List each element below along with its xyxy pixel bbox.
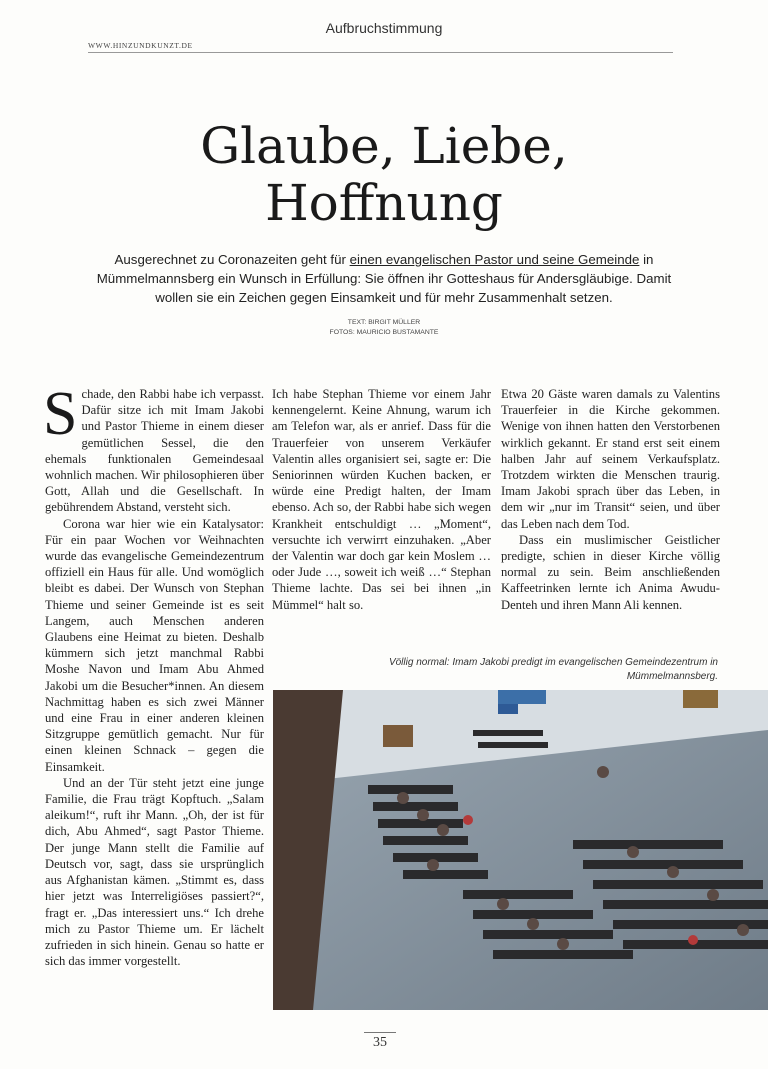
body-column-3 <box>501 386 720 613</box>
headline-line-1: Glaube, Liebe, <box>200 117 568 175</box>
body-paragraph <box>43 380 264 516</box>
footer-rule <box>364 1032 396 1033</box>
credit-text: TEXT: BIRGIT MÜLLER <box>347 319 421 326</box>
section-title: Aufbruchstimmung <box>325 20 443 36</box>
drop-cap: S <box>43 380 78 448</box>
body-column-2 <box>272 386 491 613</box>
body-paragraph: Ich habe Stephan Thieme vor einem Jahr kennengelernt. Keine Ahnung, warum ich am Telefon war, als er anrief. Dass für die Trauerfeier von unserem Verkäufer Valentin alles organisiert sei, sagte er: Die Seniorinnen würden Kuchen backen, er würde eine Predigt halten, der Imam ebenso. Ach so, der Rabbi habe sich wegen Krankheit entschuldigt … „Moment“, versuchte ich verwirrt einzuhaken. „Aber der Valentin war doch gar kein Moslem … oder Jude …, soweit ich weiß …“ Stephan Thieme lachte. Das sei bei ihnen „in Mümmel“ halt so. <box>272 387 491 612</box>
paragraph-text: chade, den Rabbi habe ich verpasst. Dafür sitze ich mit Imam Jakobi und Pastor Thieme in einem dieser gemütlichen Sessel, die den ehemals funktionalen Gemeindesaal wohnlich machen. Wir philosophieren über Gott, Allah und die Gesellschaft. In gebührendem Abstand, versteht sich. <box>45 387 264 515</box>
credits <box>0 318 768 337</box>
header-rule <box>88 52 673 53</box>
headline-line-2: Hoffnung <box>265 174 503 232</box>
headline <box>0 118 768 232</box>
page-number: 35 <box>373 1035 387 1050</box>
lead-text-1: Ausgerechnet zu Coronazeiten geht für <box>114 252 350 267</box>
body-paragraph: Dass ein muslimischer Geistlicher predigte, schien in dieser Kirche völlig normal zu sein. Beim anschließenden Kaffeetrinken lernte ich Anima Awudu-Denteh und ihren Mann Ali kennen. <box>501 532 720 612</box>
lead-text-2: in Mümmelmannsberg ein Wunsch in Erfüllung: Sie öffnen ihr Gotteshaus für Andersgläubige. Damit wollen sie ein Zeichen gegen Einsamkeit und für mehr Zusammenhalt setzen. <box>96 252 672 305</box>
body-column-1 <box>43 380 264 969</box>
church-photo <box>273 690 768 1010</box>
lead-highlight: einen evangelischen Pastor und seine Gemeinde <box>349 252 640 267</box>
body-paragraph: Und an der Tür steht jetzt eine junge Familie, die Frau trägt Kopftuch. „Salam aleikum!“, ruft ihr Mann. „Oh, der ist für dich, Abu Ahmed“, sagt Pastor Thieme. Der junge Mann stellt die Familie auf Deutsch vor, sagt, dass sie ursprünglich aus Afghanistan kämen. „Stimmt es, dass hier jetzt was Interreligiöses passiert?“, fragt er. „Das interessiert uns.“ Ich drehe mich zu Pastor Thieme um. Er lächelt zufrieden in sich hinein. Genau so hatte er sich das immer vorgestellt. <box>45 775 264 969</box>
lead-paragraph <box>88 250 680 307</box>
body-paragraph: Corona war hier wie ein Katalysator: Für ein paar Wochen vor Weihnachten wurde das evangelische Gemeindezentrum offiziell ein Haus für alle. Und womöglich bleibt es dabei. Der Wunsch von Stephan Thieme und seiner Gemeinde ist es seit Langem, auch Menschen anderen Glaubens eine Heimat zu bieten. Deshalb kümmern sich jetzt manchmal Rabbi Moshe Navon und Imam Abu Ahmed Jakobi um die Besucher*innen. An diesem Nachmittag haben es sich zwei Männer und eine Frau in einer anderen kleinen Sitzgruppe gemütlich gemacht. Nur für einen kleinen Schnack – gegen die Einsamkeit. <box>45 516 264 774</box>
site-url[interactable]: WWW.HINZUNDKUNZT.DE <box>88 41 193 50</box>
body-paragraph: Etwa 20 Gäste waren damals zu Valentins Trauerfeier in die Kirche gekommen. Wenige von ihnen hatten den Verstorbenen wirklich gekannt. Er stand erst seit einem halben Jahr auf seinem Verkaufsplatz. Trotzdem wirkten die Menschen traurig. Imam Jakobi sprach über das Leben, in dem wir „nur im Transit“ seien, und über das Leben nach dem Tod. <box>501 387 720 531</box>
photo-caption: Völlig normal: Imam Jakobi predigt im evangelischen Gemeindezentrum in Mümmelmannsberg. <box>388 657 718 682</box>
credit-photos: FOTOS: MAURICIO BUSTAMANTE <box>329 328 439 336</box>
